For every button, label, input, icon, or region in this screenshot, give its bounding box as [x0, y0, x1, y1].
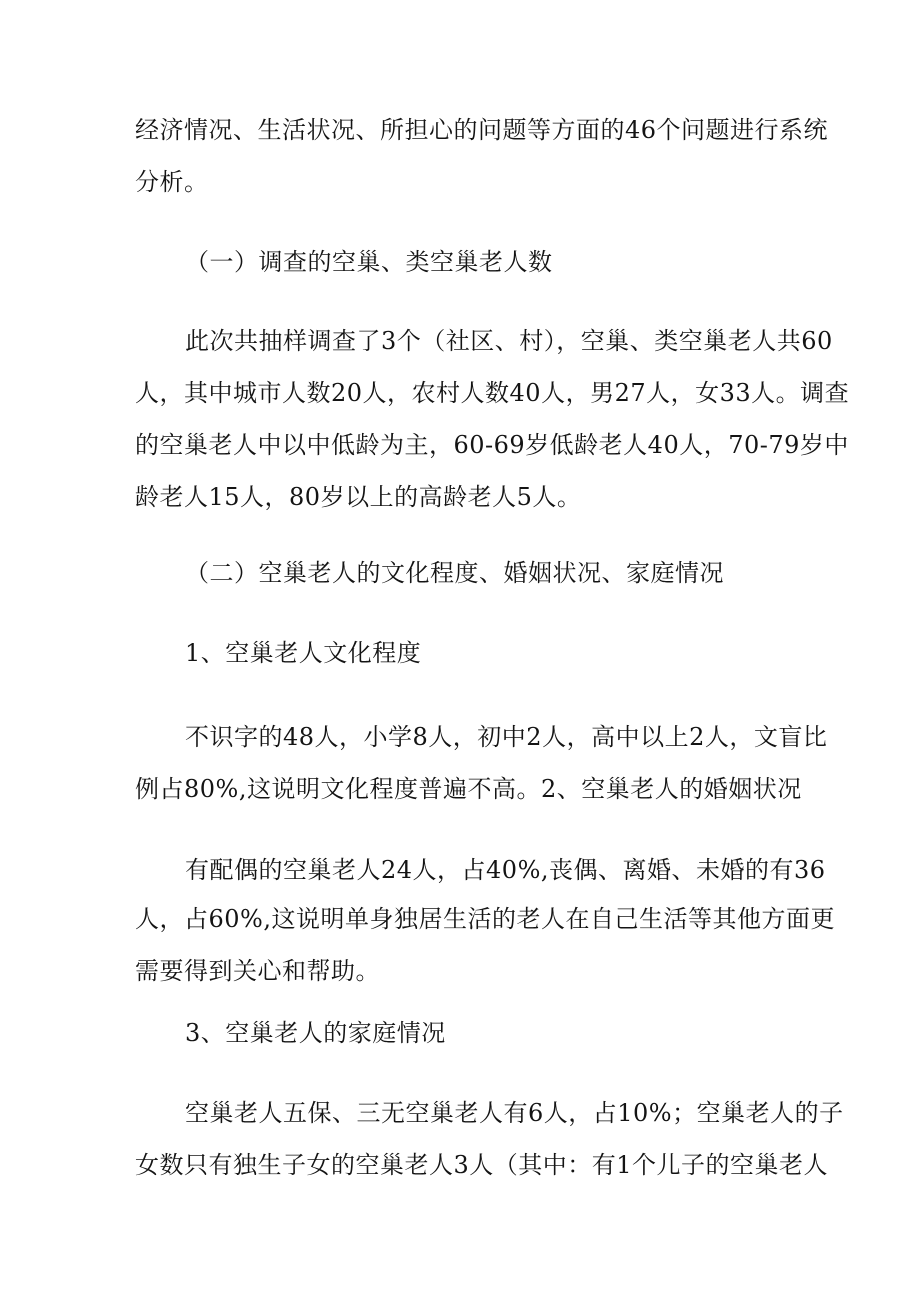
text-line-13: 人，占60%,这说明单身独居生活的老人在自己生活等其他方面更	[135, 905, 835, 933]
text-line-5: 人，其中城市人数20人，农村人数40人，男27人，女33人。调查	[135, 379, 850, 407]
text-line-12: 有配偶的空巢老人24人，占40%,丧偶、离婚、未婚的有36	[185, 856, 826, 884]
text-line-17: 女数只有独生子女的空巢老人3人（其中：有1个儿子的空巢老人	[135, 1151, 829, 1179]
text-line-6: 的空巢老人中以中低龄为主，60-69岁低龄老人40人，70-79岁中	[135, 431, 849, 459]
text-line-10: 不识字的48人，小学8人，初中2人，高中以上2人，文盲比	[185, 723, 828, 751]
text-line-16: 空巢老人五保、三无空巢老人有6人，占10%；空巢老人的子	[185, 1099, 844, 1127]
text-line-2: 分析。	[135, 168, 209, 196]
text-line-7: 龄老人15人，80岁以上的高龄老人5人。	[135, 483, 582, 511]
text-line-1: 经济情况、生活状况、所担心的问题等方面的46个问题进行系统	[135, 116, 829, 144]
section-heading-2: （二）空巢老人的文化程度、婚姻状况、家庭情况	[185, 559, 724, 587]
section-heading-1: （一）调查的空巢、类空巢老人数	[185, 248, 553, 276]
text-line-11: 例占80%,这说明文化程度普遍不高。2、空巢老人的婚姻状况	[135, 775, 802, 803]
text-line-14: 需要得到关心和帮助。	[135, 957, 380, 985]
subheading-1: 1、空巢老人文化程度	[185, 639, 422, 667]
text-line-4: 此次共抽样调查了3个（社区、村），空巢、类空巢老人共60	[185, 327, 833, 355]
subheading-3: 3、空巢老人的家庭情况	[185, 1019, 446, 1047]
